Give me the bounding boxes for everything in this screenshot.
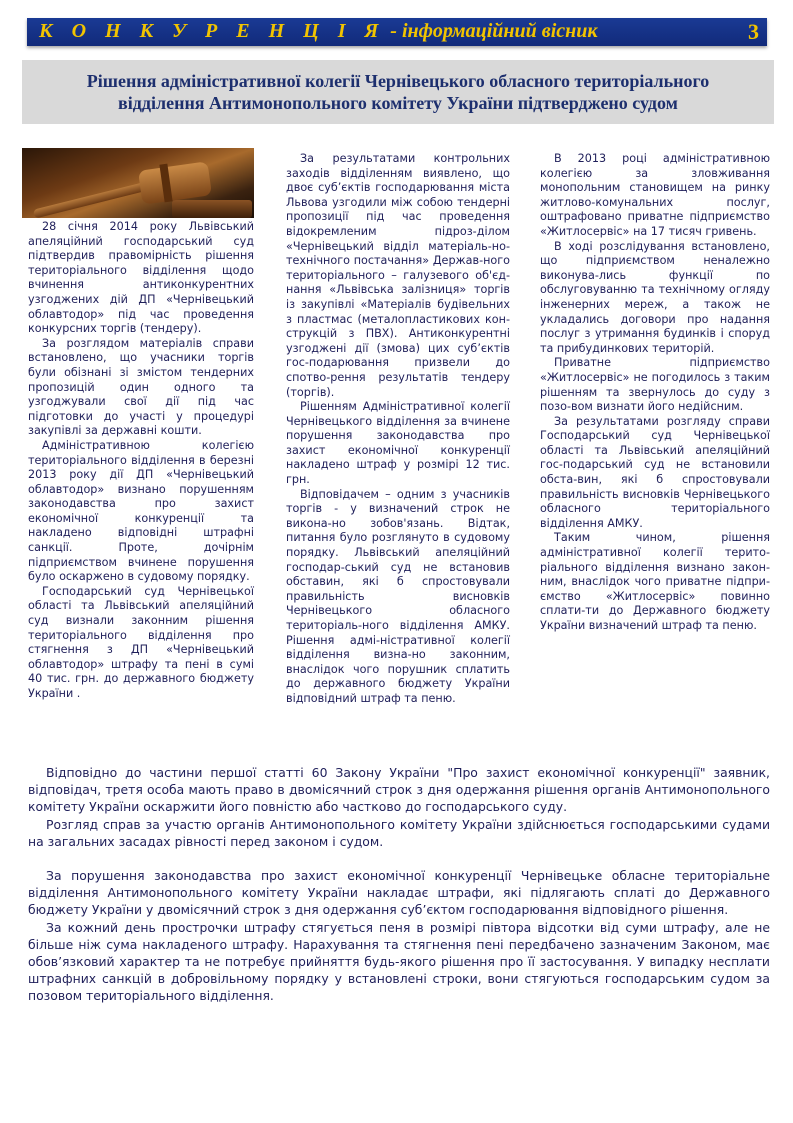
- paragraph: За порушення законодавства про захист економічної конкуренції Чернівецьке обласне територіальне відділення Антимонопольного комітету України накладає штрафи, які підлягають сплаті до Державного бюджету України у двомісячний строк з дня одержання суб’єктом господарювання відповідного рішення.: [28, 868, 770, 918]
- gavel-block: [172, 200, 252, 218]
- article-column-1: [28, 220, 254, 702]
- page-number: 3: [748, 19, 759, 44]
- article-title: Рішення адміністративної колегії Чернівецького обласного територіального відділення Антимонопольного комітету України підтверджено судом: [86, 71, 710, 113]
- header-bar: [27, 18, 767, 46]
- legal-notice-fines: [28, 867, 770, 1005]
- paragraph: Відповідачем – одним з учасників торгів - у визначений строк не викона-но зобов'язань. Відтак, питання було розглянуто в судовому порядку. Львівський апеляційний господар-ський суд не встановив обставин, які б спростовували правильність висновків Чернівецького обласного територіаль-ного відділення АМКУ. Рішення адмі-ністративної колегії відділення визна-но законним, внаслідок чого порушник сплатить до державного бюджету України відповідний штраф та пеню.: [286, 487, 510, 705]
- article-column-3: [540, 152, 770, 634]
- paragraph: Приватне підприємство «Житлосервіс» не погодилось з таким рішенням та звернулось до суду з позо-вом визнати його недійсним.: [540, 356, 770, 414]
- paragraph: За розглядом матеріалів справи встановлено, що учасники торгів були обізнані зі змістом тендерних пропозицій один одного та узгоджували свої дії під час підготовки до участі у процедурі закупівлі за державні кошти.: [28, 336, 254, 438]
- paragraph: В ході розслідування встановлено, що підприємством неналежно виконува-лись функції по обслуговуванню та технічному огляду інженерних мереж, а також не укладались договори про надання послуг з утримання будинків і споруд та прибудинкових територій.: [540, 239, 770, 355]
- article-column-2: [286, 152, 510, 707]
- masthead-title: К О Н К У Р Е Н Ц І Я: [39, 20, 386, 42]
- paragraph: Рішенням Адміністративної колегії Чернівецького відділення за вчинене порушення законодавства про захист економічної конкуренції накладено штраф у розмірі 12 тис. грн.: [286, 400, 510, 487]
- paragraph: 28 січня 2014 року Львівський апеляційний господарський суд підтвердив правомірність рішення територіального відділення щодо вчинення антиконкурентних узгоджених дій ДП «Чернівецький облавтодор» під час проведення конкурсних торгів (тендеру).: [28, 220, 254, 336]
- masthead: [39, 20, 598, 43]
- article-title-box: [22, 60, 774, 124]
- paragraph: Відповідно до частини першої статті 60 Закону України "Про захист економічної конкуренції" заявник, відповідач, третя особа мають право в двомісячний строк з дня одержання рішення органів Антимонопольного комітету України оскаржити його повністю або частково до господарського суду.: [28, 765, 770, 815]
- paragraph: За кожний день прострочки штрафу стягується пеня в розмірі півтора відсотки від суми штрафу, але не більше ніж сума накладеного штрафу. Нарахування та стягнення пені передбачено зазначеним Законом, має обов’язковий характер та не потребує прийняття будь-якого рішення про її застосування. У випадку несплати штрафних санкцій в добровільному порядку у встановлені строки, вони стягуються господарським судом за позовом територіального відділення.: [28, 919, 770, 1004]
- masthead-subtitle: - інформаційний вісник: [385, 20, 598, 42]
- legal-notice-appeal: [28, 764, 770, 850]
- paragraph: Господарський суд Чернівецької області та Львівський апеляційний суд визнали законним рішення територіального відділення про стягнення з ДП «Чернівецький облавтодор» штрафу та пені в сумі 40 тис. грн. до державного бюджету України .: [28, 584, 254, 700]
- gavel-photo: [22, 148, 254, 218]
- gavel-head: [138, 161, 212, 204]
- paragraph: За результатами розгляду справи Господарський суд Чернівецької області та Львівський апеляційний гос-подарський суд не встановили обста-вин, які б спростовували правильність висновків Чернівецького обласного територіального відділення АМКУ.: [540, 414, 770, 530]
- paragraph: Адміністративною колегією територіального відділення в березні 2013 року дії ДП «Чернівецький облавтодор» визнано порушенням законодавства про захист економічної конкуренції та накладено відповідні штрафні санкції. Проте, дочірнім підприємством вчинене порушення було оскаржено в судовому порядку.: [28, 438, 254, 584]
- paragraph: Таким чином, рішення адміністративної колегії терито-ріального відділення визнано закон-ним, внаслідок чого приватне підпри-ємство «Житлосервіс» повинно сплати-ти до Державного бюджету України визначений штраф та пеню.: [540, 531, 770, 632]
- paragraph: В 2013 році адміністративною колегією за зловживання монопольним становищем на ринку житлово-комунальних послуг, оштрафовано приватне підприємство «Житлосервіс» на 17 тисяч гривень.: [540, 152, 770, 238]
- paragraph: Розгляд справ за участю органів Антимонопольного комітету України здійснюється господарськими судами на загальних засадах рівності перед законом і судом.: [28, 816, 770, 849]
- paragraph: За результатами контрольних заходів відділенням виявлено, що двоє суб’єктів господарювання міста Львова узгодили між собою тендерні пропозиції під час проведення відокремленим підроз-ділом «Чернівецький відділ матеріаль-но-технічного постачання» Держав-ного територіального – галузевого об'єд-нання «Львівська залізниця» торгів із закупівлі «Матеріалів будівельних з пластмас (металопластикових кон-струкцій з ПВХ). Антиконкурентні узгоджені дії (змова) цих суб’єктів гос-подарювання призвели до спотво-рення результатів тендеру (торгів).: [286, 152, 510, 399]
